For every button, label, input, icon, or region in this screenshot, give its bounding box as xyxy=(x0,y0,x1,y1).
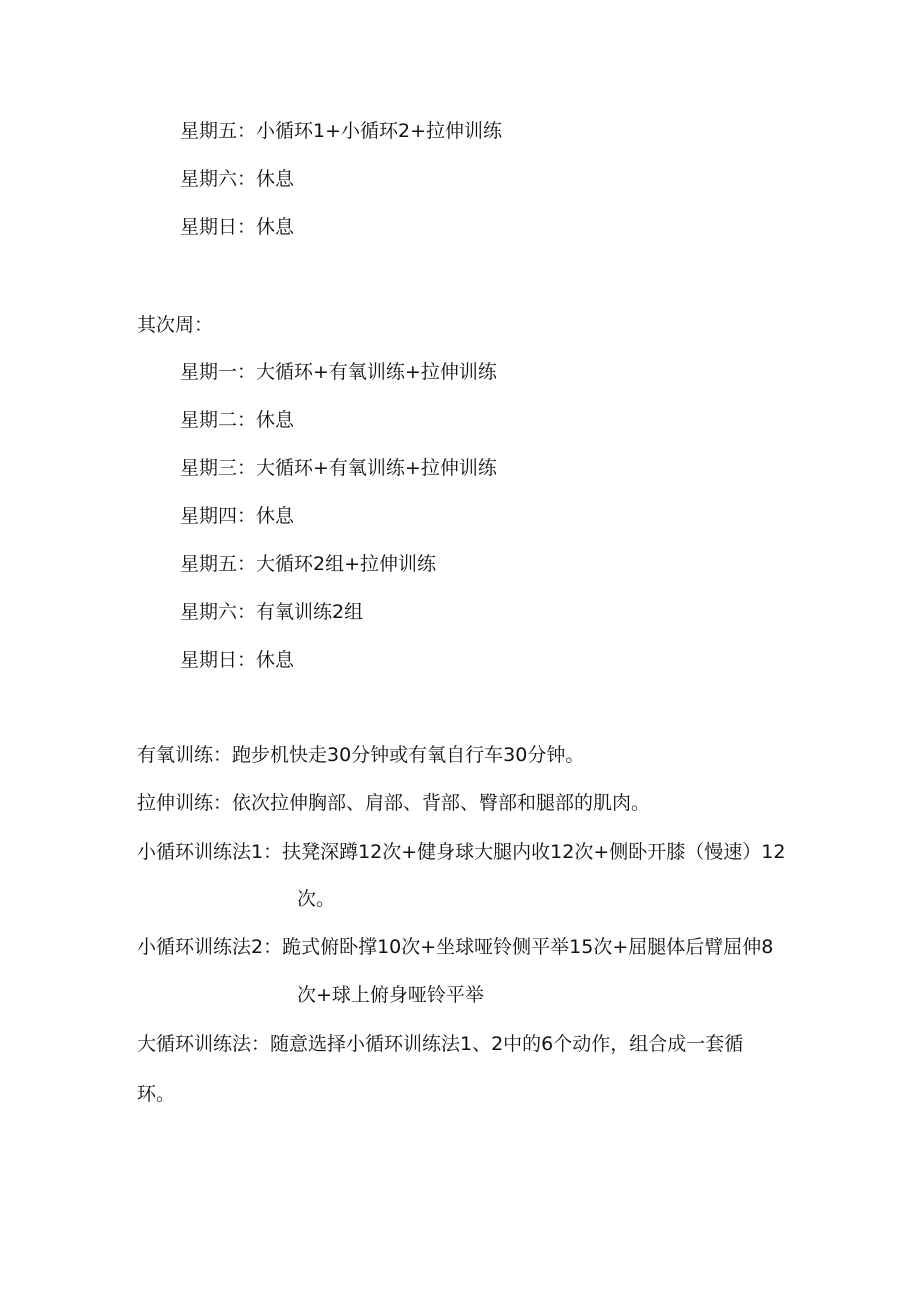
week1-friday: 星期五：小循环1+小循环2+拉伸训练 xyxy=(180,120,503,142)
small-circuit-2-line2: 次+球上俯身哑铃平举 xyxy=(297,984,484,1006)
big-circuit-line1: 大循环训练法：随意选择小循环训练法1、2中的6个动作，组合成一套循 xyxy=(137,1033,744,1055)
big-circuit-line2: 环。 xyxy=(137,1083,176,1105)
week2-thursday: 星期四：休息 xyxy=(180,505,295,527)
small-circuit-1-line2: 次。 xyxy=(297,888,336,910)
week2-friday: 星期五：大循环2组+拉伸训练 xyxy=(180,553,437,575)
week2-heading: 其次周： xyxy=(137,314,214,336)
week1-sunday: 星期日：休息 xyxy=(180,216,295,238)
week2-sunday: 星期日：休息 xyxy=(180,649,295,671)
week2-tuesday: 星期二：休息 xyxy=(180,409,295,431)
week2-saturday: 星期六：有氧训练2组 xyxy=(180,601,364,623)
week2-wednesday: 星期三：大循环+有氧训练+拉伸训练 xyxy=(180,457,497,479)
aerobic-note: 有氧训练：跑步机快走30分钟或有氧自行车30分钟。 xyxy=(137,744,585,766)
small-circuit-2-line1: 小循环训练法2：跪式俯卧撑10次+坐球哑铃侧平举15次+屈腿体后臂屈伸8 xyxy=(137,936,774,958)
small-circuit-1-line1: 小循环训练法1：扶凳深蹲12次+健身球大腿内收12次+侧卧开膝（慢速）12 xyxy=(137,841,786,863)
stretch-note: 拉伸训练：依次拉伸胸部、肩部、背部、臀部和腿部的肌肉。 xyxy=(137,792,651,814)
week1-saturday: 星期六：休息 xyxy=(180,168,295,190)
week2-monday: 星期一：大循环+有氧训练+拉伸训练 xyxy=(180,361,497,383)
